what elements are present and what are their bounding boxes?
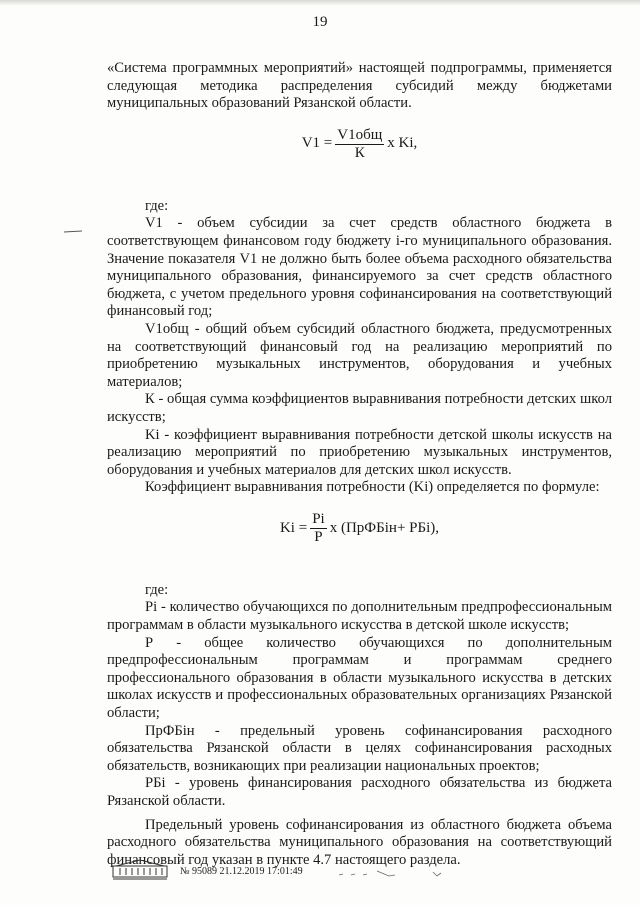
formula-v1-rhs: x Ki,: [387, 135, 418, 152]
def-ki: Ki - коэффициент выравнивания потребности детской школы искусств на реализацию мероприятий по приобретению музыкальных инструментов, оборудования и учебных материалов для детских школ искусств.: [107, 426, 612, 478]
building-stamp-icon: [112, 858, 168, 880]
formula-v1-denominator: К: [354, 144, 365, 161]
formula-ki-lhs: Ki =: [279, 519, 308, 536]
document-registration-id: № 95089 21.12.2019 17:01:49: [180, 866, 303, 877]
document-body: [107, 60, 612, 869]
formula-ki-fraction: [310, 511, 327, 546]
where-label-2: где:: [145, 581, 169, 598]
def-v1: V1 - объем субсидии за счет средств областного бюджета в соответствующем финансовом году бюджету i-го муниципального образования. Значение показателя V1 не должно быть более объема расходного обязательства муниципального образования, финансируемого за счет средств областного бюджета, с учетом предельного уровня софинансирования на соответствующий финансовый год;: [107, 215, 612, 320]
formula-ki: [107, 511, 612, 546]
formula-ki-rhs: x (ПрФБiн+ РБi),: [329, 519, 440, 536]
def-prfb: ПрФБiн - предельный уровень софинансирования расходного обязательства Рязанской области в целях софинансирования расходных обязательств, возникающих при реализации национальных проектов;: [107, 722, 612, 774]
formula-v1: [107, 127, 612, 162]
final-paragraph: Предельный уровень софинансирования из областного бюджета объема расходного обязательства муниципального образования на соответствующий финансовый год указан в пункте 4.7 настоящего раздела.: [107, 816, 612, 868]
footer: [112, 858, 632, 888]
margin-mark: [64, 230, 82, 233]
def-p: Р - общее количество обучающихся по дополнительным предпрофессиональным программам и программам среднего профессионального образования в области музыкального искусства в детских школах искусств и профессиональных образовательных организациях Рязанской области;: [107, 634, 612, 722]
formula-v1-fraction: [335, 127, 384, 162]
scan-top-edge: [0, 0, 640, 6]
page-number: 19: [312, 14, 328, 30]
scan-noise-mark: [337, 868, 457, 878]
formula-ki-denominator: P: [314, 528, 323, 545]
ki-intro: Коэффициент выравнивания потребности (Ki) определяется по формуле:: [145, 479, 600, 496]
def-pi: Pi - количество обучающихся по дополнительным предпрофессиональным программам в области музыкального искусства в детской школе искусств;: [107, 599, 612, 634]
def-v1-total: V1общ - общий объем субсидий областного бюджета, предусмотренных на соответствующий финансовый год на реализацию мероприятий по приобретению музыкальных инструментов, оборудования и учебных материалов;: [107, 320, 612, 390]
def-rb: РБi - уровень финансирования расходного обязательства из бюджета Рязанской области.: [107, 775, 612, 809]
where-label-1: где:: [145, 197, 169, 214]
intro-paragraph: «Система программных мероприятий» настоящей подпрограммы, применяется следующая методика распределения субсидий между бюджетами муниципальных образований Рязанской области.: [107, 60, 612, 112]
def-k: К - общая сумма коэффициентов выравнивания потребности детских школ искусств;: [107, 391, 612, 425]
formula-v1-lhs: V1 =: [301, 135, 333, 152]
formula-ki-numerator: Pi: [312, 510, 325, 527]
formula-v1-numerator: V1общ: [337, 126, 383, 143]
